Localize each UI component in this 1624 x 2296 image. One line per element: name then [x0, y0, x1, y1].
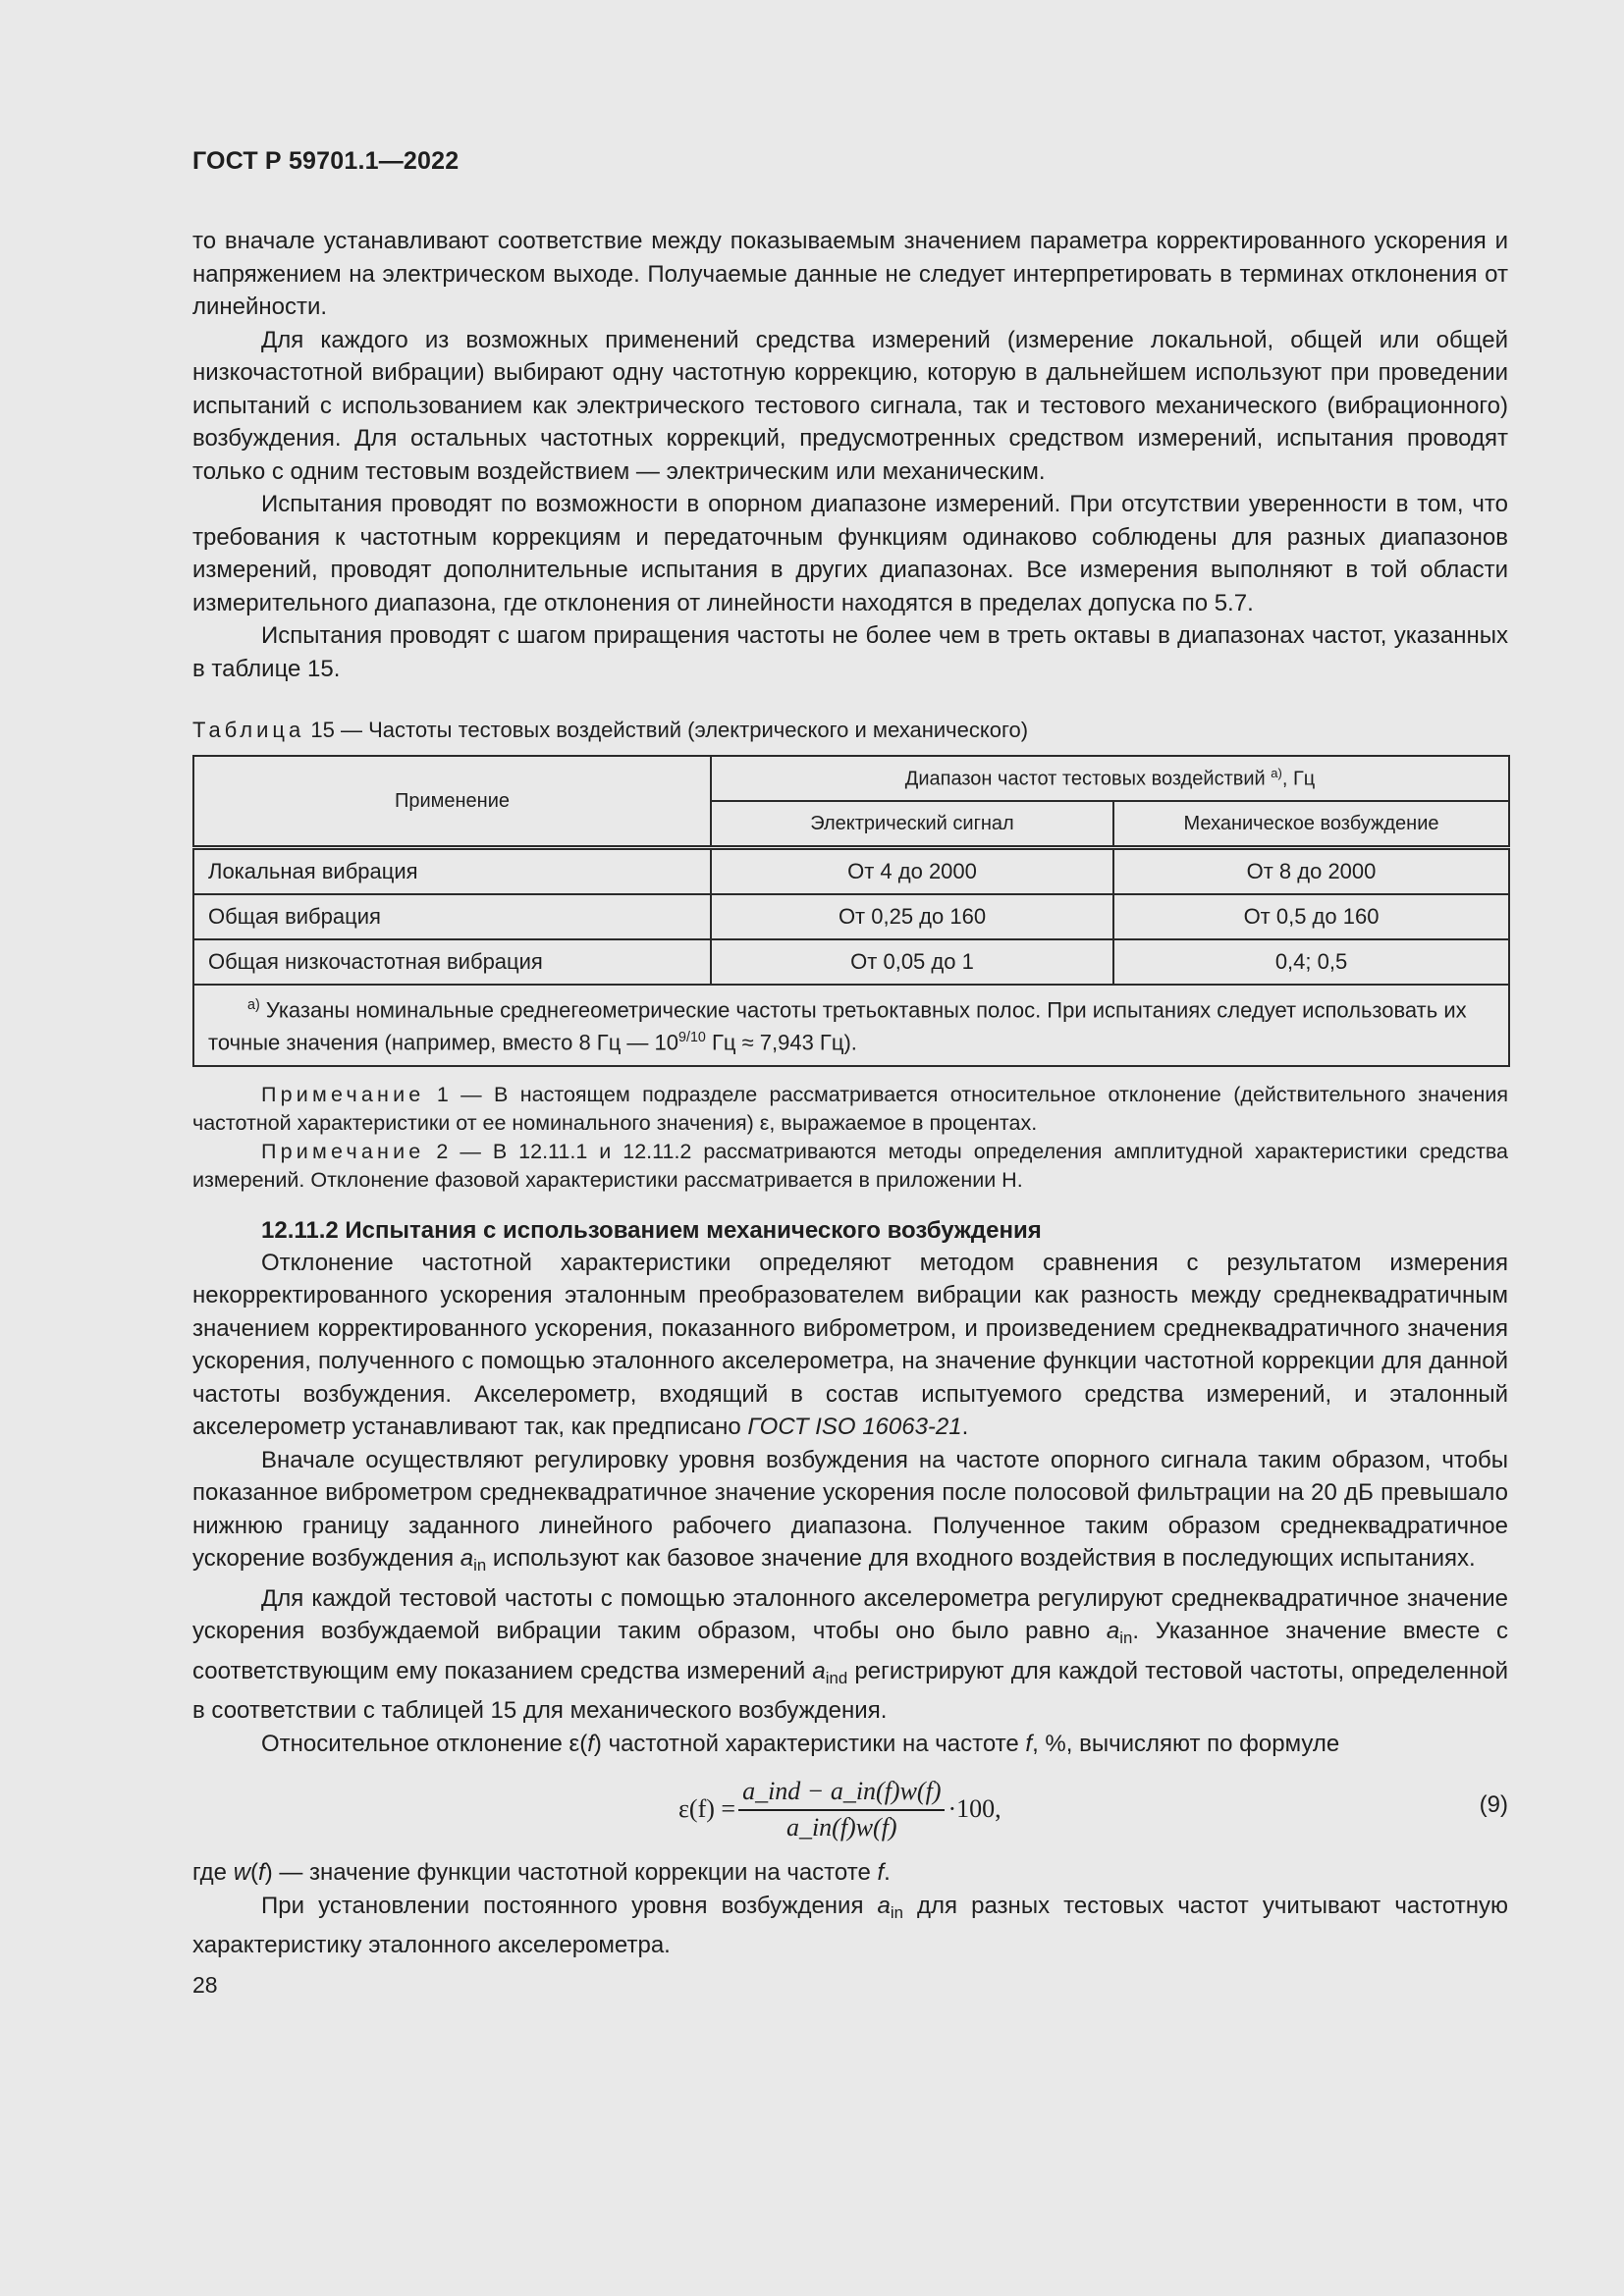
cell-electric: От 0,05 до 1: [711, 939, 1113, 985]
footnote-sup: 9/10: [678, 1030, 706, 1046]
paragraph-text: ) — значение функции частотной коррекции на частоте: [264, 1859, 878, 1887]
header-range: [711, 756, 1509, 801]
paragraph-text: Вначале осуществляют регулировку уровня возбуждения на частоте опорного сигнала таким образом, чтобы показанное виброметром среднеквадратичное значение ускорения после полосовой фильтрации на 20 дБ превышало нижнюю границу заданного линейного рабочего диапазона. Полученное таким образом среднеквадратичное ускорение возбуждения: [192, 1446, 1508, 1573]
header-range-text: Диапазон частот тестовых воздействий: [904, 768, 1266, 790]
document-page: [192, 147, 1508, 1999]
paragraph: где w(f) — значение функции частотной коррекции на частоте f.: [192, 1859, 891, 1887]
note-label: Примечание: [261, 1139, 425, 1163]
paragraph-text: Отклонение частотной характеристики определяют методом сравнения с результатом измерения некорректированного ускорения эталонным преобразователем вибрации как разность между среднеквадратичным значением корректированного ускорения, показанного виброметром, и произведением среднеквадратичного значения ускорения, полученного с помощью эталонного акселерометра, на значение функции частотной коррекции для данной частоты возбуждения. Акселерометр, входящий в состав испытуемого средства измерений, и эталонный акселерометр устанавливают так, как предписано: [192, 1249, 1508, 1441]
section-title: 12.11.2 Испытания с использованием механического возбуждения: [261, 1216, 1042, 1244]
formula-denominator: a_in(f)w(f): [785, 1812, 897, 1842]
symbol-f: f: [1025, 1730, 1033, 1757]
cell-application: Общая низкочастотная вибрация: [193, 939, 711, 985]
paragraph-text: ) частотной характеристики на частоте: [593, 1730, 1026, 1757]
paragraph: Испытания проводят с шагом приращения частоты не более чем в треть октавы в диапазонах частот, указанных в таблице 15.: [192, 622, 1508, 682]
note-2: [192, 1138, 1508, 1195]
cell-mechanical: 0,4; 0,5: [1113, 939, 1509, 985]
symbol-f: f: [587, 1730, 594, 1757]
paragraph-text: , %, вычисляют по формуле: [1032, 1730, 1340, 1757]
footnote-mark: а): [247, 997, 260, 1013]
note-1: [192, 1081, 1508, 1138]
paragraph: то вначале устанавливают соответствие между показываемым значением параметра корректированного ускорения и напряжением на электрическом выходе. Получаемые данные не следует интерпретировать в терминах отклонения от линейности.: [192, 228, 1508, 320]
paragraph-text: используют как базовое значение для входного воздействия в последующих испытаниях.: [486, 1545, 1476, 1573]
paragraph-text: Относительное отклонение ε(: [261, 1730, 588, 1757]
paragraph-text: Для каждой тестовой частоты с помощью эталонного акселерометра регулируют среднеквадратичное значение ускорения возбуждаемой вибрации таким образом, чтобы оно было равно: [192, 1584, 1508, 1645]
formula-tail: ·100,: [947, 1794, 1001, 1824]
paragraph-text: .: [961, 1414, 969, 1441]
paragraph: [192, 1890, 1508, 1962]
symbol-a: a: [812, 1657, 826, 1684]
formula-number: (9): [1479, 1791, 1508, 1819]
header-mechanical: Механическое возбуждение: [1113, 801, 1509, 848]
paragraph: Для каждого из возможных применений средства измерений (измерение локальной, общей или общей низкочастотной вибрации) выбирают одну частотную коррекцию, которую в дальнейшем используют при проведении испытаний с использованием как электрического тестового сигнала, так и тестового механического (вибрационного) возбуждения. Для остальных частотных коррекций, предусмотренных средством измерений, испытания проводят только с одним тестовым воздействием — электрическим или механическим.: [192, 326, 1508, 485]
formula-numerator: a_ind − a_in(f)w(f): [738, 1777, 945, 1811]
paragraph-text: регистрируют для каждой тестовой частоты, определенной в соответствии с таблицей 15 для механического возбуждения.: [192, 1657, 1509, 1725]
cell-application: Локальная вибрация: [193, 848, 711, 895]
symbol-sub-in: in: [890, 1902, 903, 1922]
table-caption-text: 15 — Частоты тестовых воздействий (электрического и механического): [310, 718, 1029, 742]
table-caption: [192, 716, 1508, 745]
paragraph: [192, 1728, 1508, 1761]
cell-application: Общая вибрация: [193, 894, 711, 939]
page-number: 28: [192, 1971, 218, 1998]
table-row: [193, 939, 1509, 985]
paragraph-text: При установлении постоянного уровня возбуждения: [261, 1892, 878, 1919]
note-text: 1 — В настоящем подразделе рассматривается относительное отклонение (действительного значения частотной характеристики от ее номинального значения) ε, выражаемое в процентах.: [192, 1082, 1508, 1135]
note-text: 2 — В 12.11.1 и 12.11.2 рассматриваются методы определения амплитудной характеристики средства измерений. Отклонение фазовой характеристики рассматривается в приложении Н.: [192, 1139, 1508, 1192]
paragraph: Испытания проводят по возможности в опорном диапазоне измерений. При отсутствии уверенности в том, что требования к частотным коррекциям и передаточным функциям одинаково соблюдены для разных диапазонов измерений, проводят дополнительные испытания в других диапазонах. Все измерения выполняют в той области измерительного диапазона, где отклонения от линейности находятся в пределах допуска по 5.7.: [192, 491, 1508, 616]
symbol-sub-in: in: [1119, 1629, 1133, 1648]
footnote-text-a: Указаны номинальные среднегеометрические частоты третьоктавных полос. При испытаниях следует использовать их точные значения (например, вместо 8 Гц — 10: [208, 997, 1467, 1055]
header-application: Применение: [193, 756, 711, 848]
formula-lhs: ε(f) =: [678, 1794, 736, 1824]
symbol-sub-ind: ind: [825, 1668, 848, 1687]
symbol-a: a: [1106, 1618, 1120, 1645]
paragraph: [192, 1444, 1508, 1582]
document-header: ГОСТ Р 59701.1—2022: [192, 147, 460, 175]
standard-reference: ГОСТ ISO 16063-21: [747, 1414, 962, 1441]
table-footnote: [193, 985, 1509, 1066]
paragraph: [192, 1247, 1508, 1444]
note-label: Примечание: [261, 1082, 425, 1106]
symbol-a: a: [460, 1545, 474, 1573]
cell-mechanical: От 8 до 2000: [1113, 848, 1509, 895]
paragraph-text: для разных тестовых частот учитывают частотную характеристику эталонного акселерометра.: [192, 1892, 1508, 1959]
table-row: [193, 894, 1509, 939]
symbol-w: w: [233, 1859, 251, 1887]
cell-electric: От 4 до 2000: [711, 848, 1113, 895]
formula-fraction: [738, 1777, 945, 1842]
symbol-f: f: [877, 1859, 885, 1887]
frequency-table: [192, 755, 1510, 1067]
symbol-a: a: [877, 1892, 891, 1919]
paragraph: [192, 1582, 1508, 1728]
paragraph-text: где: [192, 1859, 234, 1887]
table-caption-label: Таблица: [192, 718, 305, 742]
table-row: [193, 848, 1509, 895]
paragraph-text: .: [884, 1859, 891, 1887]
header-range-unit: , Гц: [1281, 768, 1316, 790]
header-range-sup: а): [1271, 766, 1282, 781]
header-electric: Электрический сигнал: [711, 801, 1113, 848]
cell-mechanical: От 0,5 до 160: [1113, 894, 1509, 939]
symbol-f: f: [258, 1859, 265, 1887]
footnote-text-b: Гц ≈ 7,943 Гц).: [705, 1030, 857, 1055]
formula-9: [192, 1768, 1508, 1850]
paragraph-text: . Указанное значение вместе с соответствующим ему показанием средства измерений: [192, 1618, 1508, 1684]
symbol-sub-in: in: [473, 1556, 487, 1575]
cell-electric: От 0,25 до 160: [711, 894, 1113, 939]
